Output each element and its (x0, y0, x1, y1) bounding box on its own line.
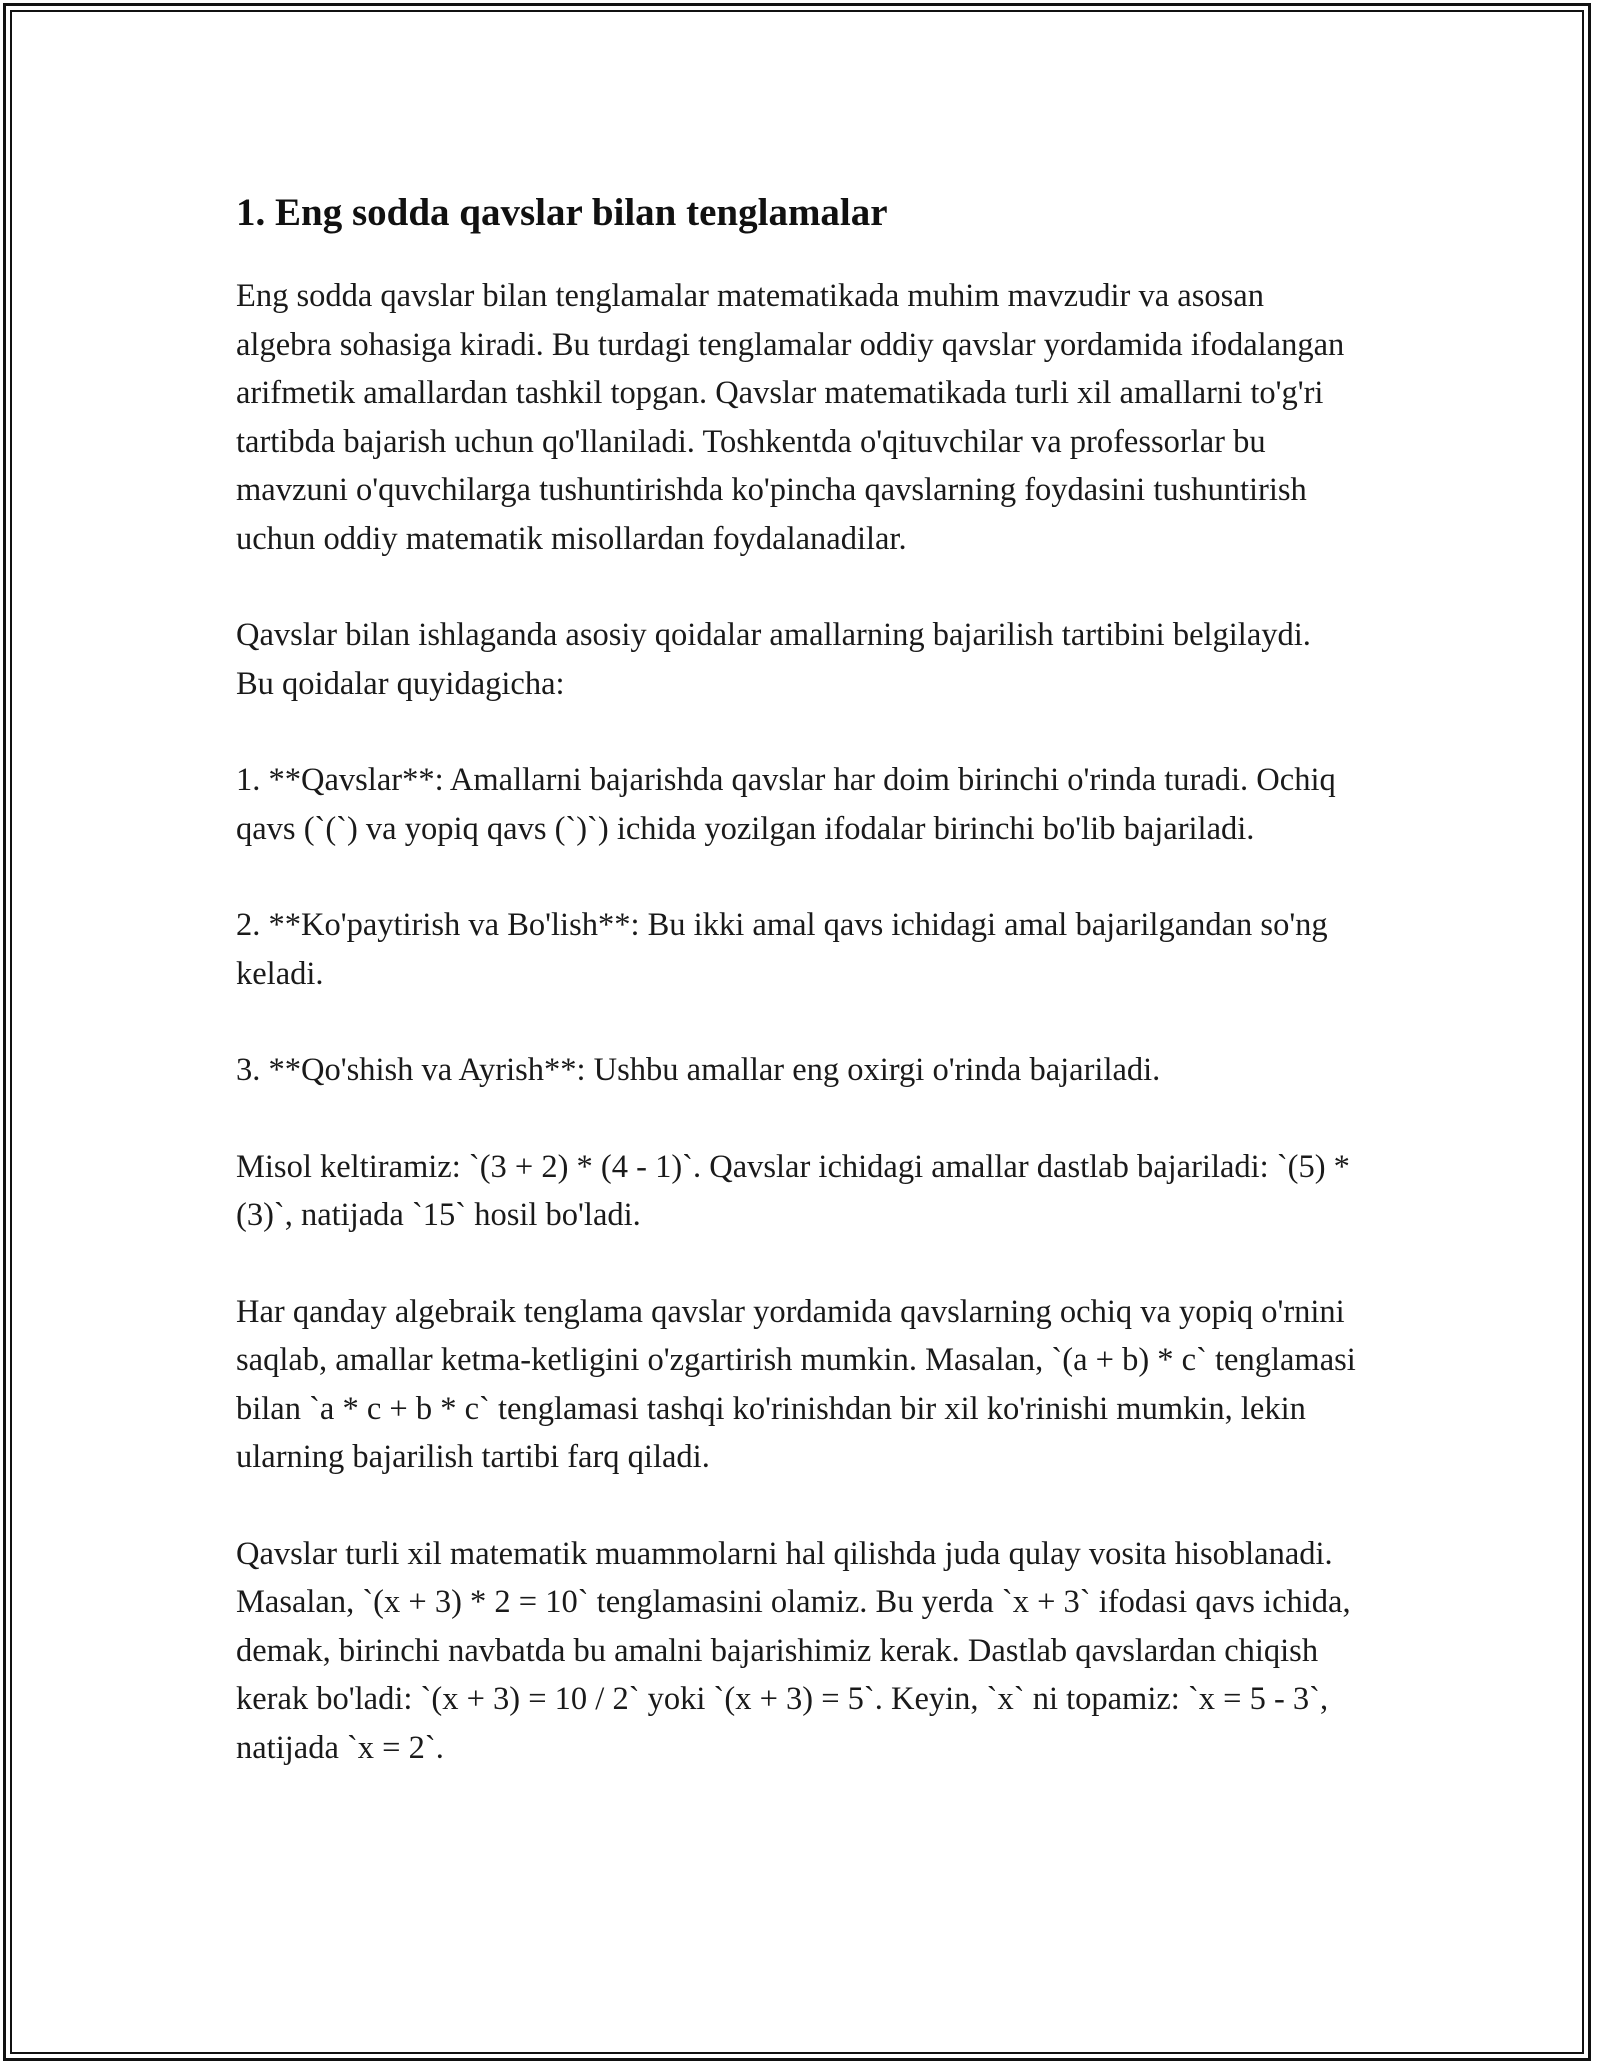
paragraph-example: Misol keltiramiz: `(3 + 2) * (4 - 1)`. Qavslar ichidagi amallar dastlab bajariladi: `(5) * (3)`, natijada `15` hosil bo'ladi. (236, 1148, 1350, 1233)
paragraph-rule-2: 2. **Ko'paytirish va Bo'lish**: Bu ikki amal qavs ichidagi amal bajarilgandan so'ng keladi. (236, 907, 1328, 992)
paragraph-problem-solving: Qavslar turli xil matematik muammolarni hal qilishda juda qulay vosita hisoblanadi. Masalan, `(x + 3) * 2 = 10` tenglamasini olamiz. Bu yerda `x + 3` ifodasi qavs ichida, demak, birinchi navbatda bu amalni bajarishimiz kerak. Dastlab qavslardan chiqish kerak bo'ladi: `(x + 3) = 10 / 2` yoki `(x + 3) = 5`. Keyin, `x` ni topamiz: `x = 5 - 3`, natijada `x = 2`. (236, 1535, 1351, 1766)
section-heading: 1. Eng sodda qavslar bilan tenglamalar (236, 191, 888, 234)
document-body (236, 182, 1356, 1820)
paragraph-rules-intro: Qavslar bilan ishlaganda asosiy qoidalar amallarning bajarilish tartibini belgilaydi. Bu qoidalar quyidagicha: (236, 617, 1311, 702)
paragraph-intro: Eng sodda qavslar bilan tenglamalar matematikada muhim mavzudir va asosan algebra sohasiga kiradi. Bu turdagi tenglamalar oddiy qavslar yordamida ifodalangan arifmetik amallardan tashkil topgan. Qavslar matematikada turli xil amallarni to'g'ri tartibda bajarish uchun qo'llaniladi. Toshkentda o'qituvchilar va professorlar bu mavzuni o'quvchilarga tushuntirishda ko'pincha qavslarning foydasini tushuntirish uchun oddiy matematik misollardan foydalanadilar. (236, 278, 1345, 557)
paragraph-rule-1: 1. **Qavslar**: Amallarni bajarishda qavslar har doim birinchi o'rinda turadi. Ochiq qavs (`(`) va yopiq qavs (`)`) ichida yozilgan ifodalar birinchi bo'lib bajariladi. (236, 762, 1336, 847)
paragraph-rule-3: 3. **Qo'shish va Ayrish**: Ushbu amallar eng oxirgi o'rinda bajariladi. (236, 1052, 1161, 1088)
paragraph-algebraic: Har qanday algebraik tenglama qavslar yordamida qavslarning ochiq va yopiq o'rnini saqlab, amallar ketma-ketligini o'zgartirish mumkin. Masalan, `(a + b) * c` tenglamasi bilan `a * c + b * c` tenglamasi tashqi ko'rinishdan bir xil ko'rinishi mumkin, lekin ularning bajarilish tartibi farq qiladi. (236, 1293, 1356, 1475)
